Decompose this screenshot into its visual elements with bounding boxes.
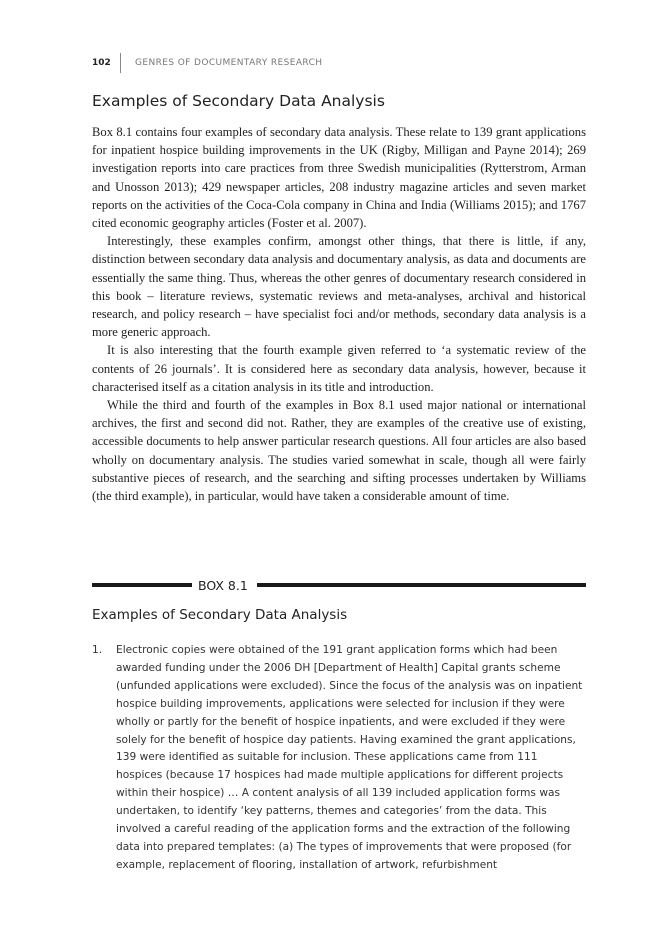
box-label: BOX 8.1 — [198, 577, 248, 593]
paragraph-4: While the third and fourth of the examples in Box 8.1 used major national or international archives, the first and second did not. Rather, they are examples of the creative use of existing, accessible documents to help answer particular research questions. All four articles are also based wholly on documentary analysis. The studies varied somewhat in scale, though all were fairly substantive pieces of research, and the searching and sifting processes undertaken by Williams (the third example), in particular, would have taken a considerable amount of time. — [92, 398, 586, 504]
list-item-text: Electronic copies were obtained of the 191 grant application forms which had been awarded funding under the 2006 DH [Department of Health] Capital grants scheme (unfunded applications were excluded). Since the focus of the analysis was on inpatient hospice building improvements, applications were selected for inclusion if they were wholly or partly for the benefit of hospice inpatients, and were excluded if they were solely for the benefit of hospice day patients. Having examined the grant applications, 139 were identified as suitable for inclusion. These applications came from 111 hospices (because 17 hospices had made multiple applications for different projects within their hospice) … A content analysis of all 139 included application forms was undertaken, to identify ‘key patterns, themes and categories’ from the data. This involved a careful reading of the application forms and the extraction of the following data into prepared templates: (a) The types of improvements that were proposed (for example, replacement of flooring, installation of artwork, refurbishment — [116, 644, 583, 871]
paragraph-2: Interestingly, these examples confirm, amongst other things, that there is little, if any, distinction between secondary data analysis and documentary analysis, as data and documents are essentially the same thing. Thus, whereas the other genres of documentary research considered in this book – literature reviews, systematic reviews and meta-analyses, archival and historical research, and policy research – have specialist foci and/or methods, secondary data analysis is a more generic approach. — [92, 234, 586, 340]
box-header — [92, 575, 586, 595]
paragraph-3: It is also interesting that the fourth example given referred to ‘a systematic review of the contents of 26 journals’. It is considered here as secondary data analysis, however, because it characterised itself as a citation analysis in its title and introduction. — [92, 343, 586, 394]
running-head — [92, 52, 586, 74]
section-title: Examples of Secondary Data Analysis — [92, 92, 385, 110]
paragraph-1: Box 8.1 contains four examples of secondary data analysis. These relate to 139 grant applications for inpatient hospice building improvements in the UK (Rigby, Milligan and Payne 2014); 269 investigation reports into care practices from three Swedish municipalities (Rytterstrom, Arman and Unosson 2013); 429 newspaper articles, 208 industry magazine articles and seven market reports on the activities of the Coca-Cola company in China and India (Williams 2015); and 1767 cited economic geography articles (Foster et al. 2007). — [92, 125, 586, 231]
running-title: GENRES OF DOCUMENTARY RESEARCH — [135, 58, 323, 68]
running-head-divider — [120, 53, 121, 73]
box-title: Examples of Secondary Data Analysis — [92, 607, 348, 623]
box-header-bar-left — [92, 583, 192, 587]
body-text — [92, 123, 586, 505]
box-list-item — [92, 642, 586, 875]
list-item-number: 1. — [92, 644, 103, 656]
page-number: 102 — [92, 58, 111, 68]
box-header-bar-right — [257, 583, 586, 587]
